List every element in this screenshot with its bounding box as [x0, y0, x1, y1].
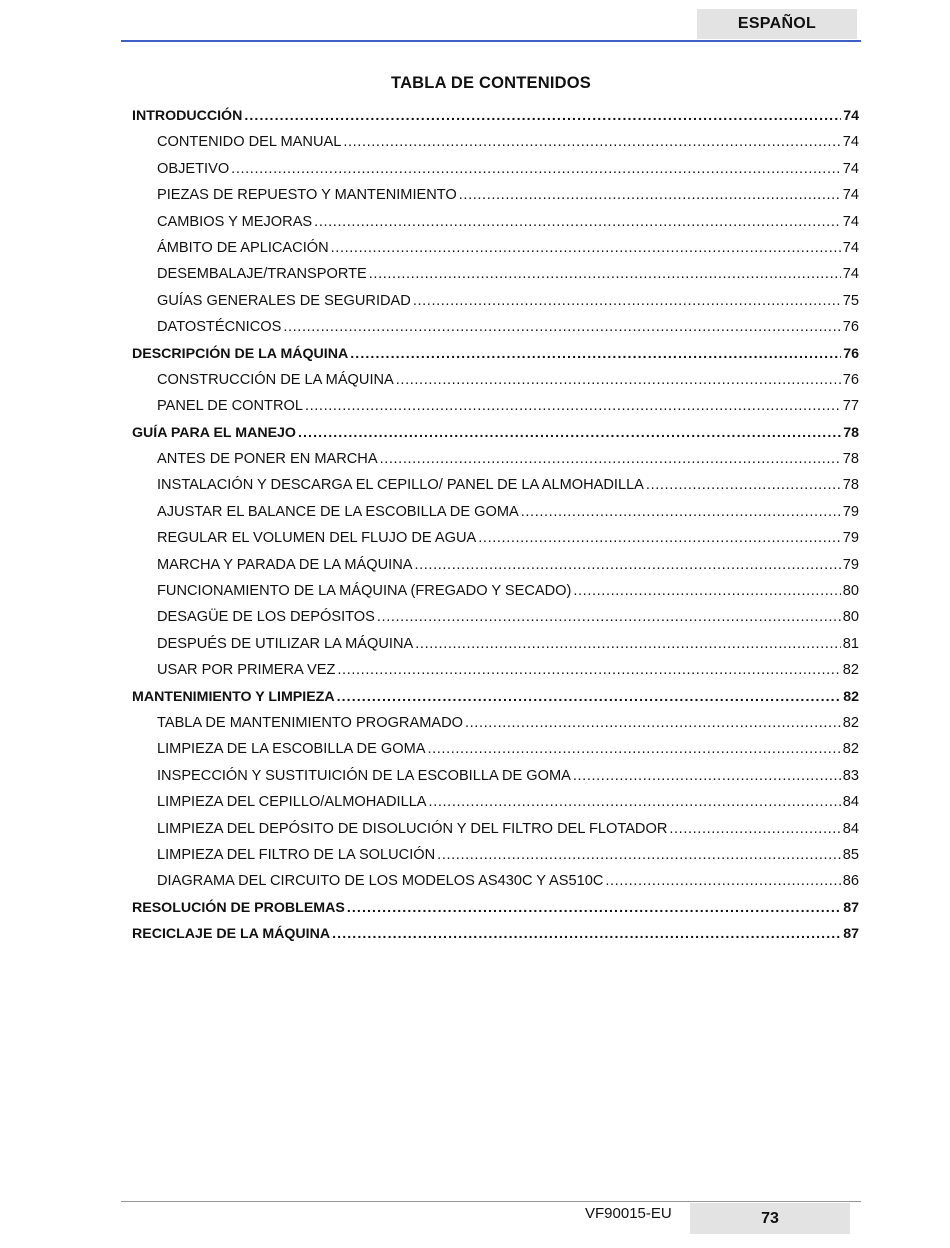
toc-entry-page: 80	[842, 583, 859, 600]
toc-entry-page: 78	[842, 451, 859, 468]
toc-entry-page: 86	[842, 873, 859, 890]
toc-entry-page: 84	[842, 820, 859, 837]
toc-section-entry[interactable]	[132, 425, 859, 451]
table-of-contents	[132, 108, 859, 953]
toc-entry-label: DIAGRAMA DEL CIRCUITO DE LOS MODELOS AS430C Y AS510C	[157, 873, 604, 890]
dot-leader	[331, 240, 841, 256]
toc-entry-label: INTRODUCCIÓN	[132, 108, 243, 124]
toc-subsection-entry[interactable]	[132, 372, 859, 398]
toc-subsection-entry[interactable]	[132, 636, 859, 662]
toc-section-entry[interactable]	[132, 926, 859, 952]
toc-entry-label: AJUSTAR EL BALANCE DE LA ESCOBILLA DE GOMA	[157, 503, 519, 520]
toc-entry-page: 79	[842, 530, 859, 547]
dot-leader	[380, 451, 841, 467]
toc-entry-label: RECICLAJE DE LA MÁQUINA	[132, 926, 331, 943]
dot-leader	[646, 477, 841, 493]
toc-entry-label: DATOSTÉCNICOS	[157, 319, 282, 336]
dot-leader	[414, 557, 840, 573]
toc-subsection-entry[interactable]	[132, 530, 859, 556]
toc-subsection-entry[interactable]	[132, 240, 859, 266]
toc-entry-label: ANTES DE PONER EN MARCHA	[157, 451, 378, 468]
toc-entry-page: 78	[842, 477, 859, 494]
toc-entry-label: LIMPIEZA DEL FILTRO DE LA SOLUCIÓN	[157, 846, 436, 863]
toc-section-entry[interactable]	[132, 900, 859, 926]
toc-subsection-entry[interactable]	[132, 293, 859, 319]
dot-leader	[305, 398, 841, 414]
dot-leader	[337, 662, 840, 678]
toc-subsection-entry[interactable]	[132, 398, 859, 424]
toc-subsection-entry[interactable]	[132, 821, 859, 847]
toc-entry-page: 79	[842, 556, 859, 573]
document-code: VF90015-EU	[585, 1205, 672, 1222]
toc-entry-page: 78	[843, 424, 859, 441]
toc-subsection-entry[interactable]	[132, 504, 859, 530]
dot-leader	[573, 768, 841, 784]
toc-subsection-entry[interactable]	[132, 319, 859, 345]
toc-entry-label: INSPECCIÓN Y SUSTITUICIÓN DE LA ESCOBILLA DE GOMA	[157, 767, 571, 784]
toc-entry-label: PANEL DE CONTROL	[157, 398, 303, 415]
toc-subsection-entry[interactable]	[132, 662, 859, 688]
toc-entry-label: TABLA DE MANTENIMIENTO PROGRAMADO	[157, 714, 463, 731]
toc-subsection-entry[interactable]	[132, 873, 859, 899]
dot-leader	[429, 794, 841, 810]
dot-leader	[396, 372, 841, 388]
dot-leader	[413, 293, 841, 309]
toc-entry-page: 74	[842, 160, 859, 177]
toc-subsection-entry[interactable]	[132, 794, 859, 820]
toc-entry-page: 74	[842, 134, 859, 151]
toc-entry-label: DESEMBALAJE/TRANSPORTE	[157, 266, 367, 283]
toc-entry-label: LIMPIEZA DE LA ESCOBILLA DE GOMA	[157, 741, 426, 758]
dot-leader	[605, 873, 840, 889]
dot-leader	[459, 187, 841, 203]
language-tab: ESPAÑOL	[697, 9, 857, 39]
toc-subsection-entry[interactable]	[132, 583, 859, 609]
dot-leader	[669, 821, 840, 837]
toc-entry-label: REGULAR EL VOLUMEN DEL FLUJO DE AGUA	[157, 530, 477, 547]
dot-leader	[350, 346, 841, 362]
dot-leader	[343, 134, 840, 150]
toc-entry-page: 74	[842, 266, 859, 283]
toc-entry-label: MANTENIMIENTO Y LIMPIEZA	[132, 688, 335, 705]
toc-entry-page: 74	[842, 213, 859, 230]
toc-entry-page: 76	[843, 345, 859, 362]
toc-subsection-entry[interactable]	[132, 161, 859, 187]
dot-leader	[573, 583, 840, 599]
toc-subsection-entry[interactable]	[132, 741, 859, 767]
toc-subsection-entry[interactable]	[132, 768, 859, 794]
toc-entry-label: GUÍA PARA EL MANEJO	[132, 424, 296, 441]
toc-subsection-entry[interactable]	[132, 451, 859, 477]
toc-entry-label: LIMPIEZA DEL CEPILLO/ALMOHADILLA	[157, 794, 427, 811]
toc-subsection-entry[interactable]	[132, 715, 859, 741]
dot-leader	[437, 847, 841, 863]
toc-entry-page: 74	[843, 108, 859, 124]
toc-subsection-entry[interactable]	[132, 214, 859, 240]
footer-rule	[121, 1201, 861, 1202]
toc-subsection-entry[interactable]	[132, 477, 859, 503]
toc-entry-label: LIMPIEZA DEL DEPÓSITO DE DISOLUCIÓN Y DEL FILTRO DEL FLOTADOR	[157, 820, 668, 837]
toc-entry-page: 76	[842, 319, 859, 336]
toc-entry-label: DESAGÜE DE LOS DEPÓSITOS	[157, 609, 375, 626]
toc-entry-label: MARCHA Y PARADA DE LA MÁQUINA	[157, 556, 413, 573]
dot-leader	[347, 900, 841, 916]
toc-entry-label: CONTENIDO DEL MANUAL	[157, 134, 342, 151]
dot-leader	[427, 741, 840, 757]
toc-entry-label: ÁMBITO DE APLICACIÓN	[157, 239, 329, 256]
dot-leader	[332, 926, 841, 942]
toc-entry-page: 82	[842, 741, 859, 758]
toc-entry-label: OBJETIVO	[157, 160, 230, 177]
toc-entry-page: 85	[842, 846, 859, 863]
toc-entry-page: 81	[842, 635, 859, 652]
toc-section-entry[interactable]	[132, 346, 859, 372]
page-number: 73	[690, 1203, 850, 1234]
toc-entry-page: 76	[842, 371, 859, 388]
dot-leader	[369, 266, 841, 282]
dot-leader	[478, 530, 841, 546]
toc-subsection-entry[interactable]	[132, 187, 859, 213]
toc-entry-page: 82	[842, 662, 859, 679]
toc-subsection-entry[interactable]	[132, 609, 859, 635]
toc-entry-page: 83	[842, 767, 859, 784]
dot-leader	[521, 504, 841, 520]
toc-entry-page: 87	[843, 899, 859, 916]
toc-entry-label: DESPUÉS DE UTILIZAR LA MÁQUINA	[157, 635, 414, 652]
toc-subsection-entry[interactable]	[132, 847, 859, 873]
toc-entry-page: 75	[842, 292, 859, 309]
dot-leader	[377, 609, 841, 625]
toc-entry-label: INSTALACIÓN Y DESCARGA EL CEPILLO/ PANEL DE LA ALMOHADILLA	[157, 477, 644, 494]
toc-entry-label: GUÍAS GENERALES DE SEGURIDAD	[157, 292, 411, 309]
toc-entry-label: USAR POR PRIMERA VEZ	[157, 662, 336, 679]
toc-entry-label: CAMBIOS Y MEJORAS	[157, 213, 313, 230]
toc-entry-page: 82	[843, 688, 859, 705]
header-rule	[121, 40, 861, 42]
dot-leader	[298, 425, 841, 441]
toc-entry-page: 79	[842, 503, 859, 520]
toc-subsection-entry[interactable]	[132, 557, 859, 583]
toc-entry-label: DESCRIPCIÓN DE LA MÁQUINA	[132, 345, 349, 362]
toc-entry-page: 82	[842, 714, 859, 731]
toc-title: TABLA DE CONTENIDOS	[391, 74, 591, 92]
toc-subsection-entry[interactable]	[132, 266, 859, 292]
toc-entry-page: 77	[842, 398, 859, 415]
dot-leader	[415, 636, 841, 652]
toc-entry-label: PIEZAS DE REPUESTO Y MANTENIMIENTO	[157, 187, 457, 204]
dot-leader	[314, 214, 841, 230]
toc-entry-page: 84	[842, 794, 859, 811]
dot-leader	[337, 689, 842, 705]
toc-entry-page: 87	[843, 926, 859, 943]
dot-leader	[231, 161, 841, 177]
toc-entry-page: 74	[842, 187, 859, 204]
toc-section-entry[interactable]	[132, 108, 859, 134]
dot-leader	[465, 715, 841, 731]
toc-entry-label: RESOLUCIÓN DE PROBLEMAS	[132, 899, 345, 916]
toc-section-entry[interactable]	[132, 689, 859, 715]
toc-entry-label: FUNCIONAMIENTO DE LA MÁQUINA (FREGADO Y SECADO)	[157, 583, 572, 600]
toc-entry-label: CONSTRUCCIÓN DE LA MÁQUINA	[157, 371, 394, 388]
toc-entry-page: 80	[842, 609, 859, 626]
dot-leader	[283, 319, 840, 335]
toc-entry-page: 74	[842, 239, 859, 256]
dot-leader	[244, 108, 841, 124]
toc-subsection-entry[interactable]	[132, 134, 859, 160]
